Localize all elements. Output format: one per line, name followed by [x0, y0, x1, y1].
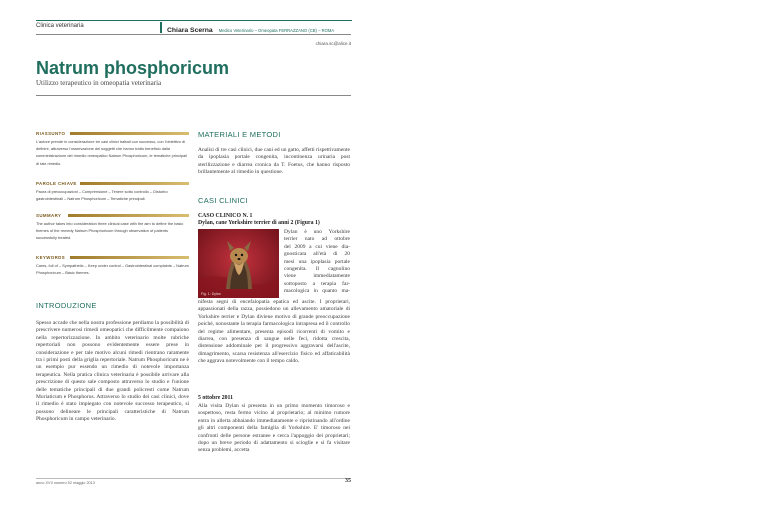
parole-chiave-label: PAROLE CHIAVE: [36, 181, 77, 186]
dog-photo-illustration: [198, 229, 279, 298]
wrap-line: sottoposto a terapia far-: [284, 280, 350, 287]
title-rule: [36, 95, 351, 96]
author-name: Chiara Scerna: [167, 27, 213, 34]
date-heading: 5 ottobre 2011: [198, 395, 233, 401]
methods-text: Analisi di tre casi clinici, due cani ed un gatto, affetti rispettivamente da ipoplasia portale congenita, incontinenza urinaria post sterilizzazione e diarrea cronica da T. Foetus, che hanno risposto brillantemente al rimedio in questione.: [198, 147, 350, 176]
page-number: 35: [345, 478, 351, 484]
footer-issue: anno XVII numero 52 maggio 2013: [36, 481, 95, 485]
wrap-line: gnosticata all'età di 20: [284, 251, 350, 258]
footer-rule: [36, 478, 351, 479]
case1-title: CASO CLINICO N. 1: [198, 213, 253, 219]
photo-caption: Fig. 1: Dylan: [201, 292, 221, 296]
author-info: Medico Veterinario – Omeopata FERRAZZANO (CB) – ROMA: [218, 28, 335, 33]
case1-wrap-text: [284, 229, 350, 296]
wrap-line: congenita. Il cagnolino: [284, 266, 350, 273]
parole-chiave-bar: [80, 182, 189, 185]
keywords-text: Cares, full of – Sympathetic – Keep under control – Gastrointestinal complaints – Natrum Phosphoricum – Basic themes.: [36, 263, 189, 276]
article-title: Natrum phosphoricum: [36, 58, 230, 78]
author-email: chiara.sc@alice.it: [315, 41, 351, 46]
dog-photo: [198, 229, 279, 298]
case1-subtitle: Dylan, cane Yorkshire terrier di anni 2 (Figura 1): [198, 220, 320, 226]
wrap-line: del 2009 a cui viene dia-: [284, 243, 350, 250]
riassunto-text: L'autore prende in considerazione tre casi clinici trattati con successo, con l'obiettivo di definire, attraverso l'osservazione dei soggetti che hanno tratto beneficio dalla somministrazione del rimedio omeopatico Natrum Phosphoricum, le tematiche principali di tale rimedio.: [36, 139, 187, 166]
parole-chiave-text: Paura di preoccupazioni – Comprensione – Tenere sotto controllo – Disturbo gastrointestinali – Natrum Phosphoricum – Tematiche principali.: [36, 189, 168, 202]
section-label: Clinica veterinaria: [36, 23, 84, 29]
wrap-line: Dylan è uno Yorkshire: [284, 229, 350, 235]
methods-heading: MATERIALI E METODI: [198, 130, 281, 139]
keywords-label: KEYWORDS: [36, 255, 66, 260]
header-bottom-rule: [36, 34, 351, 35]
wrap-line: viene immediatamente: [284, 273, 350, 280]
article-subtitle: Utilizzo terapeutico in omeopatia veterinaria: [36, 79, 162, 87]
riassunto-bar: [70, 132, 189, 135]
case1-continued-text: nifesta segni di encefalopatia epatica ed ascite. I proprietari, appassionati della razza, possiedono un allevamento amatoriale di Yorkshire terrier e Dylan diviene motivo di grande preoccupazione poiché, nonostante la terapia farmacologica intrapresa ed il controllo del regime alimentare, presenta episodi ricorrenti di vomito e diarrea, con presenza di sangue nelle feci, ridotta crescita, distensione addominale per il progressivo aggravarsi dell'ascite, dimagrimento, scarsa resistenza all'esercizio fisico ed affaticabilità che aggrava notevolmente con il tempo caldo.: [198, 299, 350, 365]
keywords-bar: [70, 256, 189, 259]
wrap-line: mesi una ipoplasia portale: [284, 258, 350, 265]
header-top-rule-right: [160, 20, 352, 21]
wrap-line: terrier nato ad ottobre: [284, 236, 350, 243]
intro-heading: INTRODUZIONE: [36, 301, 97, 310]
summary-bar: [68, 214, 189, 217]
date-text: Alla visita Dylan si presenta in un primo momento timoroso e sospettoso, resta fermo vicino al proprietario; al minimo rumore entra in allerta abbaiando immediatamente e ripristinando all'ordine gli altri componenti della famiglia di Yorkshire. E' timoroso nei confronti delle persone estranee e cerca l'appoggio dei proprietari; dopo un breve periodo di adattamento si scioglie e si fa visitare senza problemi, accetta: [198, 403, 350, 454]
cases-heading: CASI CLINICI: [198, 196, 248, 205]
author-line: [167, 22, 357, 33]
riassunto-label: RIASSUNTO: [36, 131, 66, 136]
summary-label: SUMMARY: [36, 213, 62, 218]
intro-text: Spesso accade che nella nostra professione perdiamo la possibilità di prescrivere numerosi rimedi omeopatici che difficilmente compaiono nella repertorizzazione. In ambito veterinario molte rubriche repertoriali non possono evidentemente essere prese in considerazione e per tale motivo alcuni rimedi rientrano raramente tra i primi posti della griglia repertoriale. Natrum Phosphoricum ne è un esempio pur essendo un rimedio di notevole importanza terapeutica. Nella pratica clinica veterinaria è possibile arrivare alla prescrizione di questo sale composto attraverso lo studio e l'unione delle tematiche principali di due grandi policresti come Natrum Muriaticum e Phosphorus. Attraverso lo studio dei casi clinici, dove il rimedio è stato impiegato con notevole successo terapeutico, si possono delineare le principali caratteristiche di Natrum Phosphoricum in campo veterinario.: [36, 320, 189, 423]
header-divider: [160, 22, 162, 33]
summary-text: The author takes into consideration three clinical case with the aim to define the basic themes of the remedy Natrum Phosphoricum through observation of patients successfully treated.: [36, 221, 184, 241]
wrap-line: macologica in quanto ma-: [284, 288, 350, 295]
